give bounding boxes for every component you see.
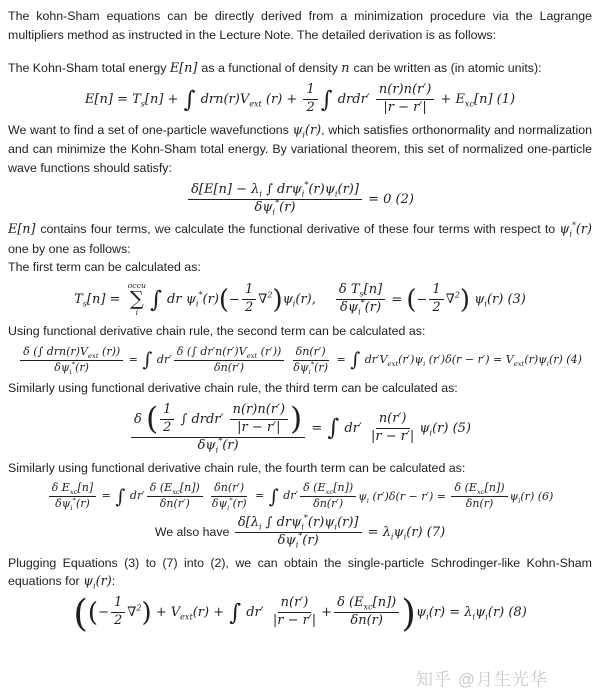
- math-run: 1: [113, 595, 123, 611]
- math-run: dr′: [279, 489, 299, 503]
- fraction-numerator: δ ( $\frac{1}{2}$ ∫ drdr′ $\frac{n(r)n(r')}{|r - r'|}$ ): [131, 403, 305, 438]
- fraction: [376, 83, 434, 116]
- paragraph-wavefunctions: [8, 121, 592, 177]
- paragraph-first-term: [8, 258, 592, 277]
- fraction-numerator: [20, 346, 123, 361]
- math-run: $\delta\psi_i^*(r)$: [55, 496, 90, 513]
- fraction-denominator: [160, 420, 174, 436]
- math-run: 2: [306, 100, 315, 116]
- text-run: Using functional derivative chain rule, the second term can be calculated as:: [8, 324, 426, 339]
- text-run: contains four terms, we calculate the functional derivative of these four terms with respect to: [40, 222, 560, 237]
- fraction-denominator: [429, 300, 443, 316]
- paragraph-total-energy: [8, 59, 592, 78]
- math-run: |r − r′|: [237, 419, 281, 435]
- math-run: n(r′): [378, 410, 407, 426]
- math-run: δ (∫ $drn(r)V_{ext}$ (r)): [23, 345, 121, 361]
- fraction-numerator: [188, 180, 362, 200]
- fraction-numerator: [278, 596, 312, 613]
- math-run: $\psi_i(r)$,: [282, 292, 316, 309]
- math-run: n(r)n(r′): [378, 82, 432, 98]
- math-run: $T_s[n]$ =: [74, 292, 125, 309]
- fraction-denominator: [368, 429, 417, 445]
- text-run: The Kohn-Sham total energy: [8, 61, 170, 76]
- math-run: δn(r′): [214, 481, 245, 495]
- paragraph-second-term: [8, 322, 592, 341]
- math-run: ∇$^2$: [258, 290, 273, 308]
- math-run: n(r)n(r′): [232, 401, 286, 417]
- math-run: +: [321, 605, 333, 621]
- math-run: dr $\psi_i^*(r)$: [162, 290, 219, 309]
- fraction-numerator: [160, 403, 174, 420]
- fraction-denominator: [195, 438, 242, 454]
- math-run: δn(r′): [159, 497, 190, 511]
- fraction: [429, 283, 443, 316]
- fraction-numerator: [293, 346, 329, 361]
- math-run: E[n]: [169, 61, 202, 77]
- math-run: $\psi_i(r)$ (3): [470, 292, 526, 309]
- math-run: $\delta\psi_i^*(r)$: [211, 496, 247, 513]
- fraction-denominator: [337, 300, 384, 316]
- fraction: [368, 412, 417, 445]
- fraction-denominator: [157, 497, 193, 511]
- math-run: δ $(E_{xc}[n])$: [337, 595, 397, 612]
- paragraph-four-terms: [8, 220, 592, 258]
- math-run: = $\lambda_i\psi_i(r)$ (7): [363, 524, 446, 542]
- text-run: Similarly using functional derivative chain rule, the third term can be calculated as:: [8, 381, 458, 396]
- math-run: $\psi_i(r)$: [292, 123, 322, 140]
- fraction-denominator: [111, 613, 125, 629]
- math-run: 1: [432, 282, 441, 298]
- math-run: |r − r′|: [383, 100, 427, 116]
- math-run: dr′: [153, 353, 172, 367]
- text-run: The kohn-Sham equations can be directly derived from a minimization procedure via the Lagrange multipliers method as instructed in the Lecture Note. The detailed derivation is as follows:: [8, 9, 592, 42]
- fraction-denominator: [234, 420, 283, 436]
- text-run: We want to find a set of one-particle wavefunctions: [8, 123, 293, 138]
- fraction-denominator: [209, 497, 250, 511]
- math-run: δ $(E_{xc}[n])$: [303, 481, 354, 497]
- equation-2: [8, 180, 592, 217]
- math-run: $\delta[\lambda_i$ ∫ $dr\psi_i^*(r)\psi_i(r)$]: [237, 513, 359, 532]
- fraction-numerator: [174, 346, 285, 361]
- equation-5: δ ( $\frac{1}{2}$ ∫ drdr′ $\frac{n(r)n(r')}{|r - r'|}$ ) $\delta\psi_i^*(r)$ = ∫ dr′ $\frac{n(r')}{|r - r'|}$ $\psi_i(r)$ (5): [8, 403, 592, 454]
- equation-8: ((− $\frac{1}{2}$ $\nabla^2) + V_{ext}(r)$ + ∫ dr′ $\frac{n(r')}{|r - r'|}$ + $\frac{\delta (E_{xc}[n])}{\delta n(r)}$ )$\psi_i(r) = \lambda_i\psi_i(r)$ (8): [73, 590, 527, 635]
- fraction-denominator: [51, 361, 92, 375]
- fraction-denominator: [211, 361, 247, 375]
- math-run: −: [416, 292, 428, 308]
- fraction-denominator: [290, 361, 331, 375]
- fraction: [20, 346, 123, 374]
- fraction-denominator: [275, 533, 322, 549]
- math-run: δ $(E_{xc}[n])$: [454, 481, 505, 497]
- fraction: [451, 482, 507, 510]
- math-run: −: [229, 292, 240, 308]
- fraction: [160, 403, 174, 436]
- math-run: δ $T_s[n]$: [338, 282, 383, 299]
- math-run: $\psi_i(r)$: [83, 574, 112, 591]
- math-run: −: [98, 605, 109, 621]
- watermark: 知乎 @月生光华: [416, 670, 548, 689]
- math-run: $\psi_i(r) = \lambda_i\psi_i(r)$ (8): [415, 605, 527, 622]
- math-run: ∇$^2$: [445, 290, 460, 308]
- fraction-numerator: [242, 283, 256, 300]
- math-run: $\psi_i^*(r)$: [559, 221, 592, 240]
- fraction: [209, 481, 250, 513]
- math-run: 1: [244, 282, 254, 298]
- math-run: dr′: [340, 420, 366, 436]
- math-run: |r − r′|: [272, 613, 317, 629]
- fraction: [188, 180, 362, 217]
- math-run: ∫ drdr′: [176, 411, 228, 427]
- math-run: = 0 (2): [363, 191, 414, 207]
- math-run: + $V_{ext}(r)$ +: [151, 605, 229, 622]
- fraction-numerator: [451, 482, 507, 497]
- fraction-denominator: [252, 200, 299, 216]
- text-run: The first term can be calculated as:: [8, 260, 201, 275]
- fraction-denominator: [52, 497, 93, 511]
- math-run: δn(r′): [295, 345, 326, 359]
- fraction-denominator: [380, 100, 429, 116]
- text-run: can be written as (in atomic units):: [353, 61, 542, 76]
- math-run: 1: [306, 82, 315, 98]
- fraction-denominator: [303, 100, 317, 116]
- math-run: =: [387, 292, 407, 308]
- equation-3: $T_s[n]$ = occu ∑ i ∫ dr $\psi_i^*(r)(-$ $\frac{1}{2}$ $\nabla^2)\psi_i(r)$, $\frac{\delta T_s[n]}{\delta\psi_i^*(r)}$ = (− $\frac{1}{2}$ ∇$^2$) $\psi_i(r)$ (3): [74, 280, 526, 317]
- paragraph-intro: [8, 7, 592, 44]
- fraction: [270, 596, 319, 629]
- equation-4: $\frac{\delta (\int drn(r)V_{ext} (r))}{\delta\psi_i^*(r)}$ = ∫ dr′ $\frac{\delta (\int dr'n(r')V_{ext} (r'))}{\delta n(r')}$ $\frac{\delta n(r')}{\delta\psi_i^*(r)}$ = ∫ $dr'V_{ext}(r')\psi_i$ $(r')\delta(r - r') = V_{ext}(r)\psi_i(r)$ (4): [8, 346, 592, 374]
- fraction: [174, 346, 285, 374]
- math-run: δn(r′): [313, 497, 344, 511]
- fraction: [230, 403, 288, 436]
- fraction: [49, 481, 97, 513]
- paragraph-plugging: [8, 554, 592, 592]
- fraction: [111, 596, 125, 629]
- fraction-denominator: [310, 497, 346, 511]
- math-run: n: [341, 61, 354, 77]
- math-run: dr′: [126, 489, 145, 503]
- fraction-numerator: [300, 482, 356, 497]
- text-run: one by one as follows:: [8, 241, 131, 256]
- paragraph-fourth-term: [8, 459, 592, 478]
- fraction-numerator: [376, 83, 434, 100]
- math-run: =: [125, 353, 142, 367]
- math-run: ∇$^2$: [127, 603, 142, 621]
- text-run: We also have: [154, 524, 233, 539]
- math-run: =: [332, 353, 350, 367]
- math-run: $\psi_i(r)$ (6): [509, 489, 554, 505]
- math-run: δ: [133, 411, 146, 427]
- math-run: δn(r): [465, 497, 494, 511]
- fraction: [303, 83, 317, 116]
- text-run: , which satisfies orthonormality and normalization and can minimize the Kohn-Sham total energy. By variational theorem, this set of normalized one-particle wave functions should satisfy:: [8, 123, 593, 175]
- fraction-numerator: [147, 482, 203, 497]
- fraction-numerator: [334, 596, 399, 613]
- fraction-denominator: [463, 497, 497, 511]
- math-run: $\psi_i$ (r′)δ(r − r′) =: [358, 489, 450, 505]
- math-run: 2: [163, 419, 172, 435]
- math-run: =: [251, 489, 268, 503]
- fraction-numerator: [211, 482, 247, 497]
- math-run: 2: [244, 300, 254, 316]
- math-run: $dr'V_{ext}(r')\psi_i$ $(r')\delta(r - r') = V_{ext}(r)\psi_i(r)$ (4): [361, 353, 582, 369]
- fraction-denominator: [347, 613, 386, 629]
- math-run: δn(r): [350, 613, 383, 629]
- fraction-numerator: [111, 596, 125, 613]
- fraction: [131, 403, 305, 454]
- summation-symbol: occu ∑ i: [127, 280, 147, 317]
- fraction-numerator: [336, 283, 385, 300]
- fraction-numerator: [376, 412, 410, 429]
- math-run: $\delta\psi_i^*(r)$: [197, 436, 239, 455]
- fraction: [336, 283, 385, 316]
- fraction: [300, 482, 356, 510]
- math-run: $\delta\psi_i^*(r)$: [254, 198, 296, 217]
- math-run: $\delta\psi_i^*(r)$: [277, 531, 319, 550]
- math-run: $\delta\psi_i^*(r)$: [54, 360, 89, 376]
- math-run: $\delta\psi_i^*(r)$: [293, 360, 328, 376]
- text-run: Plugging Equations (3) to (7) into (2), we can obtain the single-particle Schrodinger-like Kohn-Sham equations for: [8, 555, 592, 589]
- fraction: [334, 596, 399, 629]
- fraction: [242, 283, 256, 316]
- math-run: $drn(r)V_{ext}$ (r) +: [196, 92, 302, 109]
- math-run: n(r′): [280, 595, 309, 611]
- fraction-numerator: [230, 403, 288, 420]
- text-run: as a functional of density: [201, 61, 342, 76]
- math-run: + $E_{xc}[n]$ (1): [436, 92, 516, 109]
- math-run: =: [98, 489, 115, 503]
- math-run: drdr′: [333, 92, 374, 108]
- math-run: 2: [113, 613, 123, 629]
- math-run: =: [307, 420, 327, 436]
- fraction-denominator: [242, 300, 256, 316]
- equation-7: [8, 513, 592, 550]
- math-run: $\delta\psi_i^*(r)$: [340, 298, 382, 317]
- fraction: [235, 513, 362, 550]
- paragraph-third-term: [8, 379, 592, 398]
- math-run: $\delta[E[n] - \lambda_i$ ∫ $dr\psi_i^*(r)\psi_i(r)$]: [191, 180, 359, 199]
- fraction-numerator: [429, 283, 443, 300]
- math-run: |r − r′|: [371, 428, 415, 444]
- math-run: δn(r′): [213, 360, 245, 374]
- fraction-numerator: [235, 513, 362, 533]
- math-run: δ $E_{xc}[n]$: [51, 481, 94, 497]
- math-run: E[n]: [8, 222, 41, 238]
- math-run: δ $(E_{xc}[n])$: [149, 481, 200, 497]
- math-run: 2: [432, 300, 441, 316]
- text-run: :: [111, 574, 116, 589]
- math-run: δ (∫ $dr'n(r')V_{ext}$ (r′)): [176, 345, 282, 361]
- math-run: $E[n] = T_s[n]$ +: [84, 92, 183, 109]
- equation-6: $\frac{\delta E_{xc}[n]}{\delta\psi_i^*(r)}$ = ∫ dr′ $\frac{\delta (E_{xc}[n])}{\delta n(r')}$ $\frac{\delta n(r')}{\delta\psi_i^*(r)}$ = ∫ dr′ $\frac{\delta (E_{xc}[n])}{\delta n(r')}$ $\psi_i$ (r′)δ(r − r′) = $\frac{\delta (E_{xc}[n])}{\delta n(r)}$ $\psi_i(r)$ (6): [8, 482, 592, 510]
- fraction-denominator: [270, 613, 319, 629]
- equation-1: $E[n] = T_s[n]$ + ∫ $drn(r)V_{ext}$ (r) + $\frac{1}{2}$ ∫ drdr′ $\frac{n(r)n(r')}{|r - r'|}$ + $E_{xc}[n]$ (1): [84, 82, 516, 116]
- fraction: [147, 482, 203, 510]
- fraction-numerator: [49, 482, 97, 497]
- fraction-numerator: [303, 83, 317, 100]
- math-run: $\psi_i(r)$ (5): [419, 420, 471, 438]
- math-run: 1: [163, 401, 172, 417]
- text-run: Similarly using functional derivative chain rule, the fourth term can be calculated as:: [8, 460, 466, 475]
- fraction: [290, 346, 331, 374]
- math-run: dr′: [242, 605, 268, 621]
